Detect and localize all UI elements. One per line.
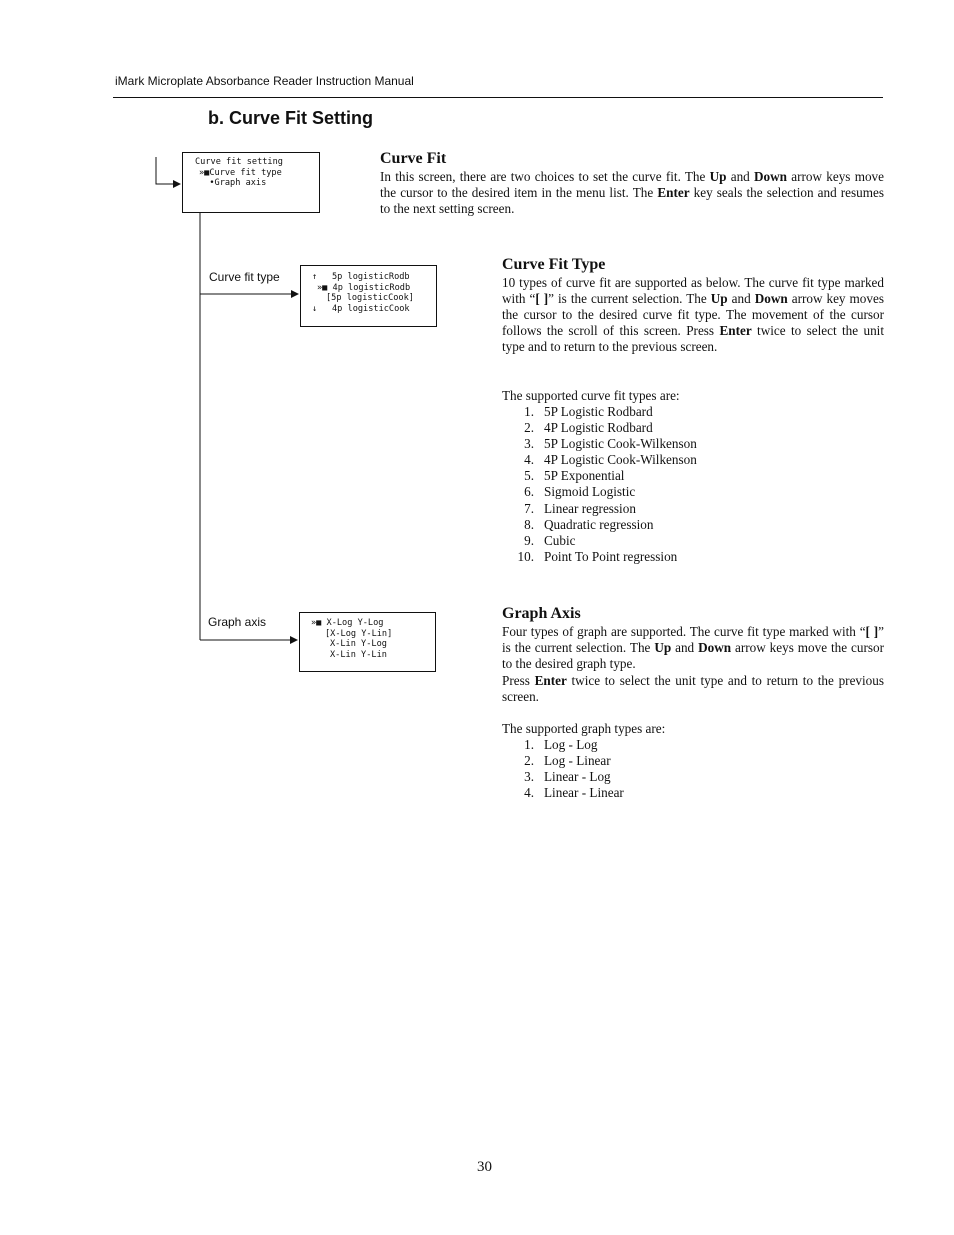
curve-fit-list-intro: The supported curve fit types are: xyxy=(502,388,680,403)
list-item: 1. Log - Log xyxy=(524,737,598,752)
lcd-screen-graph-axis xyxy=(299,612,436,672)
screen-line: 4p logisticCook xyxy=(332,303,410,314)
list-item: 2. 4P Logistic Rodbard xyxy=(524,420,653,436)
curve-fit-type-paragraph: 10 types of curve fit are supported as below. The curve fit type marked with “[ ]” is the current selection. The Up and Down arrow key moves the cursor to the desired curve fit type. The movement of the cursor follows the scroll of this screen. Press Enter twice to select the unit type and to return to the previous screen. xyxy=(502,275,884,355)
screen-line: •Graph axis xyxy=(199,178,267,188)
return-arrow-line xyxy=(156,157,180,184)
screen-line-selected: »■ 4p logisticRodb xyxy=(317,282,411,293)
list-item: 4. 4P Logistic Cook-Wilkenson xyxy=(524,452,697,468)
scroll-down-arrow-icon: ↓ xyxy=(312,303,318,314)
list-item: 8. Quadratic regression xyxy=(524,516,654,532)
curve-fit-paragraph: In this screen, there are two choices to set the curve fit. The Up and Down arrow keys move the cursor to the desired item in the menu list. The Enter key seals the selection and resumes to the next setting screen. xyxy=(380,169,884,217)
list-item: 4. Linear - Linear xyxy=(524,785,624,801)
screen-line: Curve fit setting xyxy=(195,157,283,167)
curve-fit-types-list xyxy=(510,404,810,565)
list-item: 6. Sigmoid Logistic xyxy=(524,484,636,500)
graph-types-list xyxy=(510,737,810,801)
list-item: 2. Log - Linear xyxy=(524,753,611,769)
list-item: 7. Linear regression xyxy=(524,500,636,516)
scroll-up-arrow-icon: ↑ xyxy=(312,272,318,282)
running-header: iMark Microplate Absorbance Reader Instruction Manual xyxy=(115,74,414,88)
graph-axis-press-enter-paragraph: Press Enter twice to select the unit type and to return to the previous screen. xyxy=(502,673,884,705)
graph-axis-paragraph: Four types of graph are supported. The curve fit type marked with “[ ]” is the current selection. The Up and Down arrow keys move the cursor to the desired graph type. xyxy=(502,624,885,672)
screen-line-selected: »■ X-Log Y-Log xyxy=(311,618,384,628)
curve-fit-type-label: Curve fit type xyxy=(209,270,280,284)
screen-line: X-Lin Y-Lin xyxy=(330,649,387,660)
list-item: 3. Linear - Log xyxy=(524,769,611,785)
graph-axis-list-intro: The supported graph types are: xyxy=(502,721,666,736)
screen-line-current: [X-Log Y-Lin] xyxy=(325,628,393,639)
list-item: 5. 5P Exponential xyxy=(524,468,625,484)
list-item: 9. Cubic xyxy=(524,532,576,548)
graph-axis-label: Graph axis xyxy=(208,615,267,629)
list-item: 10. Point To Point regression xyxy=(517,548,678,564)
graph-axis-heading: Graph Axis xyxy=(502,605,581,622)
list-item: 3. 5P Logistic Cook-Wilkenson xyxy=(524,436,697,452)
page-number: 30 xyxy=(477,1159,492,1175)
screen-line-current: [5p logisticCook] xyxy=(326,293,414,303)
section-title: b. Curve Fit Setting xyxy=(208,108,374,128)
lcd-screen-curve-fit-setting xyxy=(182,152,320,213)
screen-line: X-Lin Y-Log xyxy=(330,639,387,649)
screen-line: 5p logisticRodb xyxy=(332,272,410,282)
curve-fit-heading: Curve Fit xyxy=(380,150,447,167)
list-item: 1. 5P Logistic Rodbard xyxy=(524,404,653,419)
lcd-screen-curve-fit-type xyxy=(300,265,437,327)
screen-line-selected: »■Curve fit type xyxy=(199,167,282,178)
curve-fit-type-heading: Curve Fit Type xyxy=(502,256,606,273)
